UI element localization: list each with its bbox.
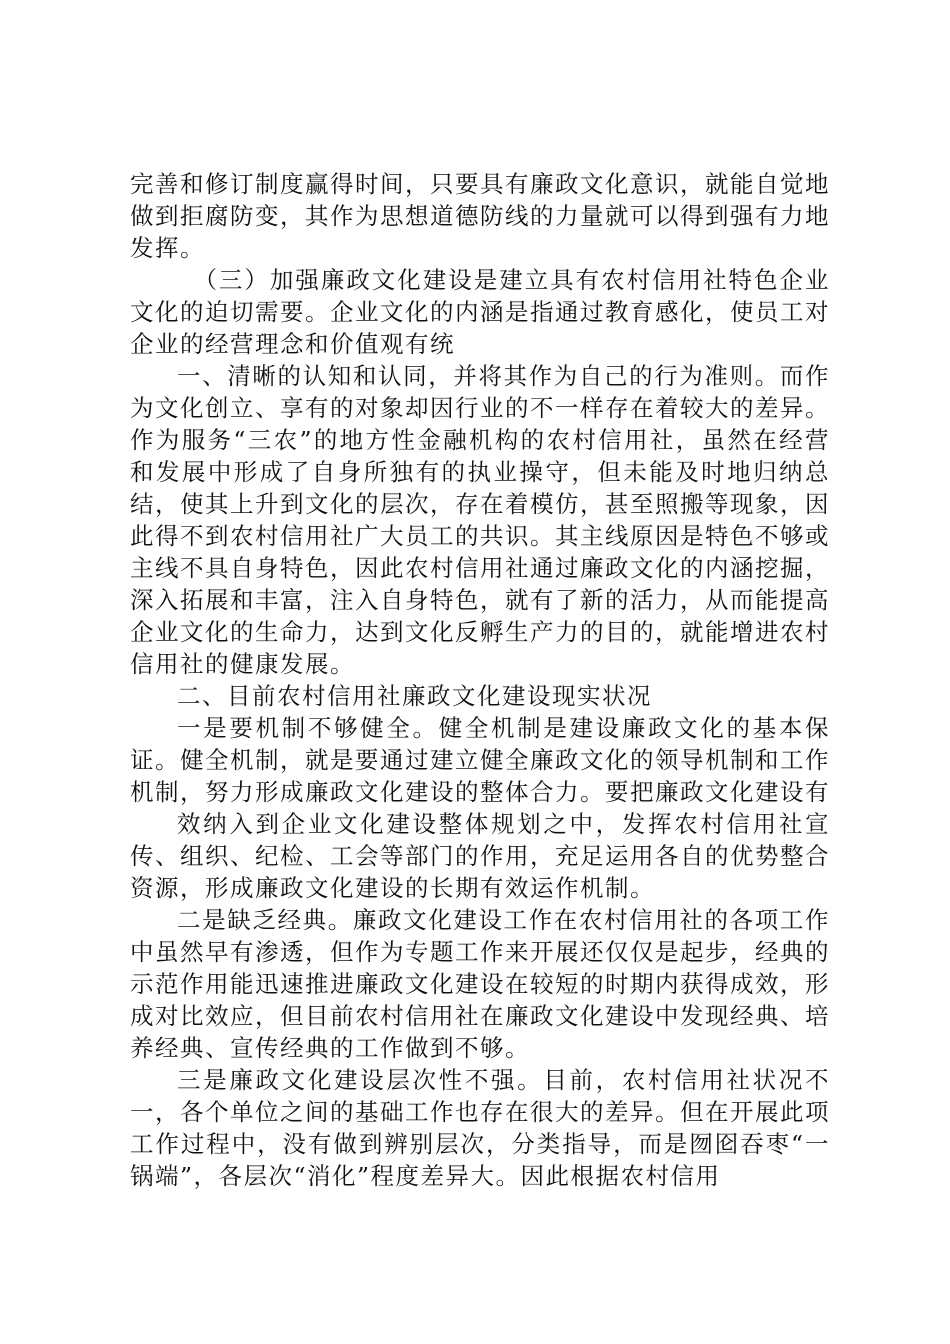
paragraph-6: 效纳入到企业文化建设整体规划之中，发挥农村信用社宣传、组织、纪检、工会等部门的作用，充足运用各自的优势整合资源，形成廉政文化建设的长期有效运作机制。 bbox=[130, 810, 830, 902]
paragraph-8: 三是廉政文化建设层次性不强。目前，农村信用社状况不一，各个单位之间的基础工作也存在很大的差异。但在开展此项工作过程中，没有做到辨别层次，分类指导，而是囫囵吞枣“一锅端”，各层次“消化”程度差异大。因此根据农村信用 bbox=[130, 1066, 830, 1190]
paragraph-7: 二是缺乏经典。廉政文化建设工作在农村信用社的各项工作中虽然早有渗透，但作为专题工作来开展还仅仅是起步，经典的示范作用能迅速推进廉政文化建设在较短的时期内获得成效，形成对比效应，但目前农村信用社在廉政文化建设中发现经典、培养经典、宣传经典的工作做到不够。 bbox=[130, 906, 830, 1062]
paragraph-4: 二、目前农村信用社廉政文化建设现实状况 bbox=[177, 682, 652, 710]
paragraph-2: （三）加强廉政文化建设是建立具有农村信用社特色企业文化的迫切需要。企业文化的内涵是指通过教育感化，使员工对企业的经营理念和价值观有统 bbox=[130, 266, 830, 358]
paragraph-1: 完善和修订制度赢得时间，只要具有廉政文化意识，就能自觉地做到拒腐防变，其作为思想道德防线的力量就可以得到强有力地发挥。 bbox=[130, 170, 830, 262]
document-body bbox=[130, 168, 830, 1192]
paragraph-3: 一、清晰的认知和认同，并将其作为自己的行为准则。而作为文化创立、享有的对象却因行业的不一样存在着较大的差异。作为服务“三农”的地方性金融机构的农村信用社，虽然在经营和发展中形成了自身所独有的执业操守，但未能及时地归纳总结，使其上升到文化的层次，存在着模仿，甚至照搬等现象，因此得不到农村信用社广大员工的共识。其主线原因是特色不够或主线不具自身特色，因此农村信用社通过廉政文化的内涵挖掘，深入拓展和丰富，注入自身特色，就有了新的活力，从而能提高企业文化的生命力，达到文化反孵生产力的目的，就能增进农村信用社的健康发展。 bbox=[130, 362, 830, 678]
paragraph-5: 一是要机制不够健全。健全机制是建设廉政文化的基本保证。健全机制，就是要通过建立健全廉政文化的领导机制和工作机制，努力形成廉政文化建设的整体合力。要把廉政文化建设有 bbox=[130, 714, 830, 806]
